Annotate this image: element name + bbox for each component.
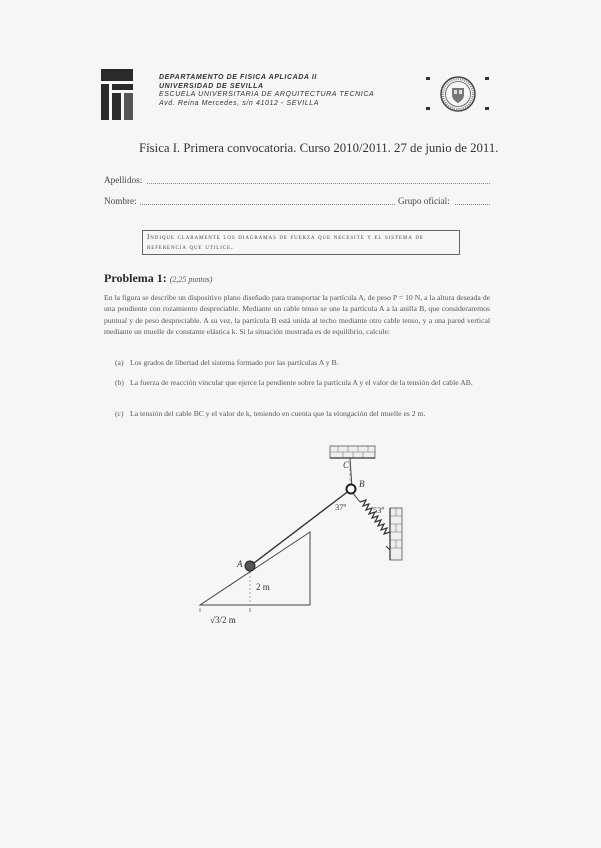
length-ab-label: 2 m — [256, 582, 270, 592]
surname-field — [104, 175, 142, 185]
problem-item-c — [115, 408, 490, 419]
base-length-label: √3/2 m — [210, 615, 236, 625]
university-logo — [101, 69, 133, 120]
problem-heading — [104, 271, 212, 286]
name-field — [104, 196, 137, 206]
angle-spring-label: 53º — [373, 505, 385, 515]
school-name: ESCUELA UNIVERSITARIA DE ARQUITECTURA TECNICA — [159, 91, 375, 99]
surname-label: Apellidos: — [104, 175, 143, 185]
incline — [200, 532, 310, 605]
department-name: DEPARTAMENTO DE FISICA APLICADA II — [159, 74, 317, 81]
problem-item-b — [115, 377, 490, 388]
problem-statement: En la figura se describe un dispositivo plano diseñado para transportar la partícula A, de peso P = 10 N, a la altura deseada de una pendiente con rozamiento despreciable. Mediante un cable tenso se une la partícula A a la anilla B, que consideraremos puntual y de peso despreciable. A su vez, la partícula B está unida al techo mediante otro cable tenso, y a una pared vertical mediante un muelle de constante elástica k. Si la situación mostrada es de equilibrio, calcule: — [104, 293, 490, 336]
angle-cable-label: 37º — [335, 502, 347, 512]
item-label: (a) — [115, 358, 124, 367]
group-field — [398, 196, 450, 206]
spring — [352, 492, 390, 550]
label-b: B — [359, 479, 365, 489]
label-c: C — [343, 460, 350, 470]
header-block — [159, 74, 374, 108]
item-label: (b) — [115, 378, 124, 387]
name-line — [140, 204, 395, 205]
university-name: UNIVERSIDAD DE SEVILLA — [159, 82, 264, 90]
item-text: La tensión del cable BC y el valor de k, teniendo en cuenta que la elongación del muelle es 2 m. — [130, 409, 426, 418]
label-a: A — [237, 559, 243, 569]
problem-title: Problema 1: — [104, 271, 167, 285]
exam-title: Física I. Primera convocatoria. Curso 2010/2011. 27 de junio de 2011. — [139, 141, 499, 155]
problem-item-a — [115, 357, 490, 368]
item-text: Los grados de libertad del sistema formado por las partículas A y B. — [130, 358, 339, 367]
name-label: Nombre: — [104, 196, 137, 206]
university-seal — [425, 74, 491, 114]
particle-a — [245, 561, 255, 571]
problem-points: (2,25 puntos) — [169, 275, 213, 284]
item-label: (c) — [115, 409, 124, 418]
item-text: La fuerza de reacción vincular que ejerce la pendiente sobre la partícula A y el valor de la tensión del cable AB. — [130, 378, 473, 387]
wall — [390, 508, 402, 560]
group-line — [455, 204, 490, 205]
address: Avd. Reina Mercedes, s/n 41012 - SEVILLA — [159, 99, 320, 107]
ring-b — [347, 485, 356, 494]
notice-box: Indique claramente los diagramas de fuerza que necesite y el sistema de referencia que utilice. — [142, 230, 460, 255]
ceiling — [330, 446, 375, 458]
problem-figure — [180, 440, 420, 635]
surname-line — [147, 183, 490, 184]
group-label: Grupo oficial: — [398, 196, 450, 206]
